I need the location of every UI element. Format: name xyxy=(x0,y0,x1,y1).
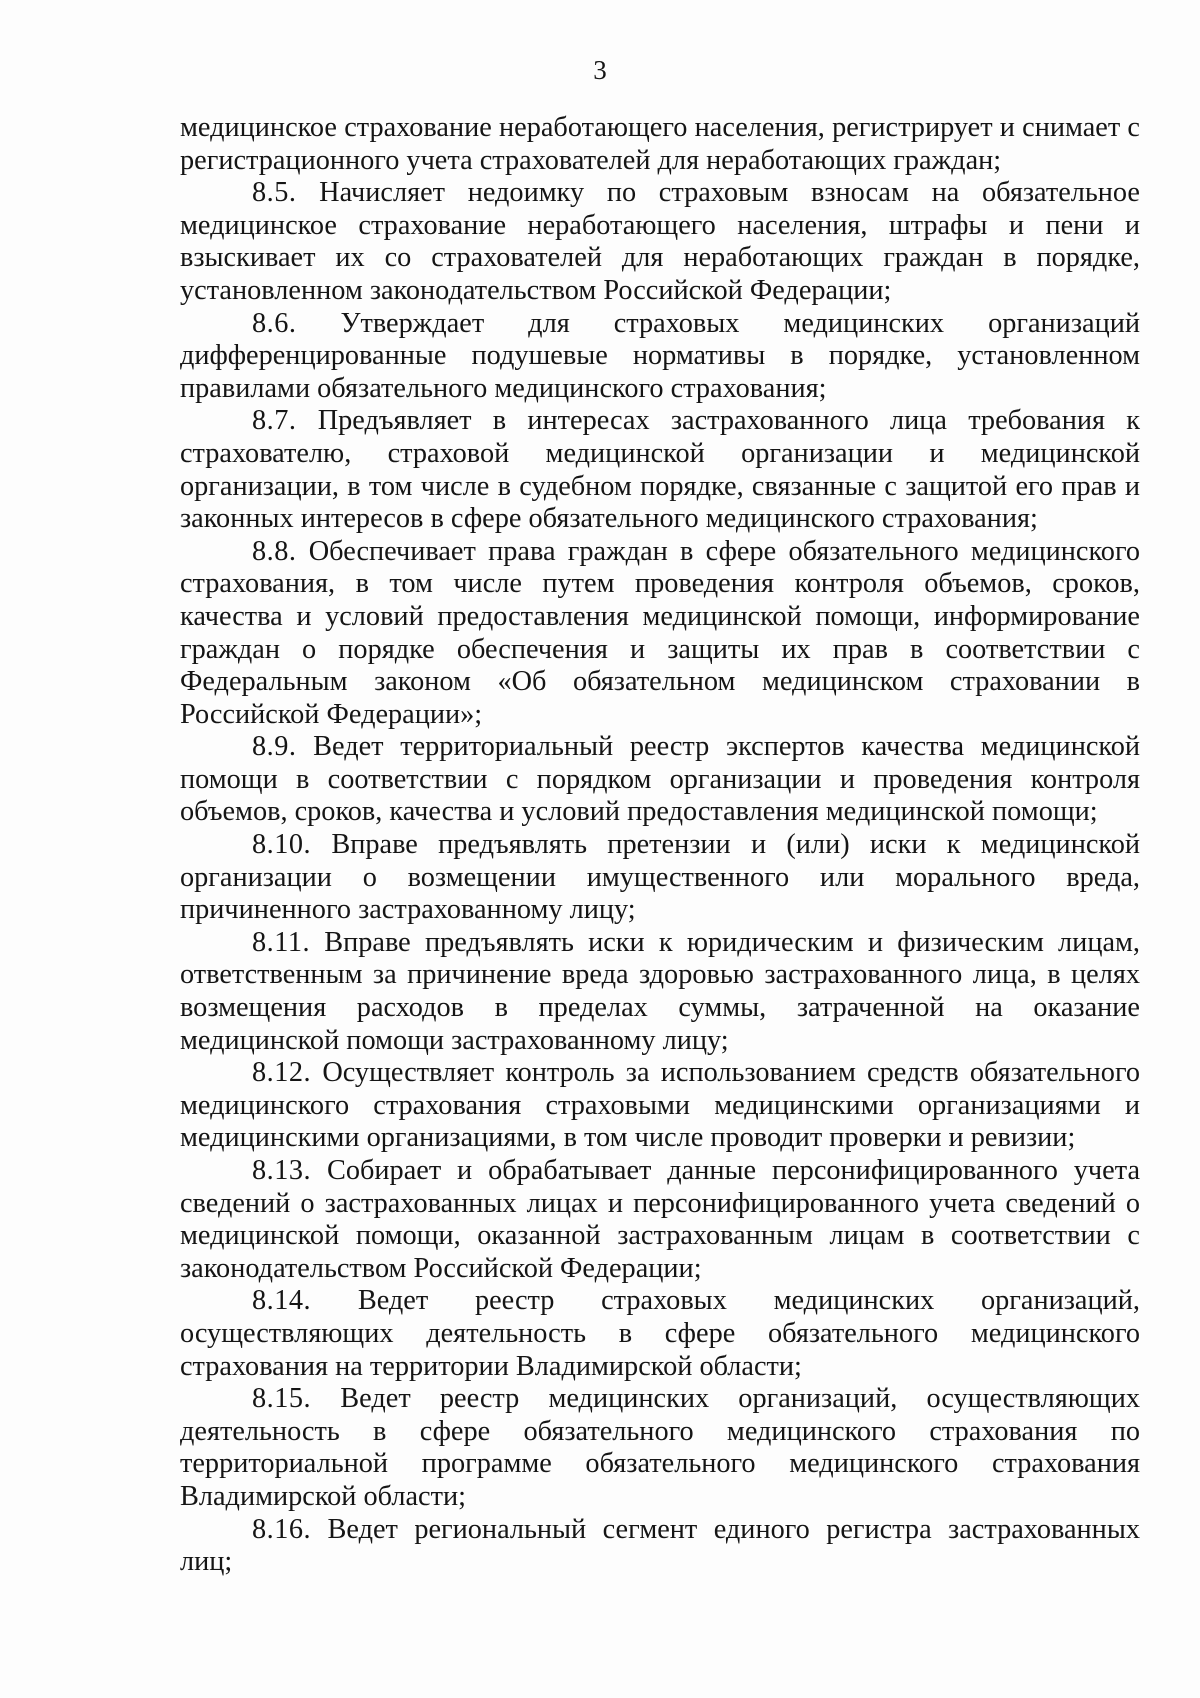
clause-8-11 xyxy=(180,927,1140,1057)
clause-8-9 xyxy=(180,731,1140,829)
clause-number: 8.8. xyxy=(252,535,297,567)
clause-text: Собирает и обрабатывает данные персонифицированного учета сведений о застрахованных лицах и персонифицированного учета сведений о медицинской помощи, оказанной застрахованным лицам в соответствии с законодательством Российской Федерации; xyxy=(180,1155,1140,1284)
clause-text: Предъявляет в интересах застрахованного лица требования к страхователю, страховой медицинской организации и медицинской организации, в том числе в судебном порядке, связанные с защитой его прав и законных интересов в сфере обязательного медицинского страхования; xyxy=(180,405,1141,535)
clause-8-8 xyxy=(180,536,1140,732)
paragraph-text: медицинское страхование неработающего населения, регистрирует и снимает с регистрационного учета страхователей для неработающих граждан; xyxy=(180,112,1140,176)
clause-8-5 xyxy=(180,177,1140,307)
clause-number: 8.6. xyxy=(252,307,297,339)
clause-number: 8.11. xyxy=(252,926,311,958)
clause-8-7 xyxy=(180,405,1140,535)
clause-8-15 xyxy=(180,1383,1140,1513)
clause-number: 8.14. xyxy=(252,1285,312,1317)
document-body xyxy=(180,112,1140,1579)
clause-number: 8.10. xyxy=(252,829,312,861)
clause-number: 8.15. xyxy=(252,1383,312,1415)
clause-8-10 xyxy=(180,829,1140,927)
clause-text: Ведет региональный сегмент единого регистра застрахованных лиц; xyxy=(180,1513,1140,1578)
page-number: 3 xyxy=(593,55,607,85)
clause-text: Начисляет недоимку по страховым взносам на обязательное медицинское страхование неработающего населения, штрафы и пени и взыскивает их со страхователей для неработающих граждан в порядке, установленном законодательством Российской Федерации; xyxy=(180,177,1140,306)
clause-8-6 xyxy=(180,308,1140,406)
clause-number: 8.9. xyxy=(252,731,297,763)
clause-text: Вправе предъявлять иски к юридическим и физическим лицам, ответственным за причинение вреда здоровью застрахованного лица, в целях возмещения расходов в пределах суммы, затраченной на оказание медицинской помощи застрахованному лицу; xyxy=(180,926,1141,1056)
clause-text: Ведет территориальный реестр экспертов качества медицинской помощи в соответствии с порядком организации и проведения контроля объемов, сроков, качества и условий предоставления медицинской помощи; xyxy=(180,731,1140,828)
clause-text: Ведет реестр страховых медицинских организаций, осуществляющих деятельность в сфере обязательного медицинского страхования на территории Владимирской области; xyxy=(180,1285,1140,1382)
clause-8-14 xyxy=(180,1285,1140,1383)
clause-text: Ведет реестр медицинских организаций, осуществляющих деятельность в сфере обязательного медицинского страхования по территориальной программе обязательного медицинского страхования Владимирской области; xyxy=(180,1383,1140,1512)
clause-text: Обеспечивает права граждан в сфере обязательного медицинского страхования, в том числе путем проведения контроля объемов, сроков, качества и условий предоставления медицинской помощи, информирование граждан о порядке обеспечения и защиты их прав в соответствии с Федеральным законом «Об обязательном медицинском страховании в Российской Федерации»; xyxy=(180,535,1141,730)
paragraph-continuation xyxy=(180,112,1140,177)
clause-8-13 xyxy=(180,1155,1140,1285)
clause-text: Осуществляет контроль за использованием средств обязательного медицинского страхования страховыми медицинскими организациями и медицинскими организациями, в том числе проводит проверки и ревизии; xyxy=(180,1057,1140,1154)
clause-number: 8.12. xyxy=(252,1057,312,1089)
clause-number: 8.5. xyxy=(252,177,297,209)
clause-number: 8.13. xyxy=(252,1155,312,1186)
clause-number: 8.7. xyxy=(252,405,297,437)
clause-8-12 xyxy=(180,1057,1140,1155)
clause-8-16 xyxy=(180,1514,1140,1579)
clause-text: Вправе предъявлять претензии и (или) иски к медицинской организации о возмещении имущественного или морального вреда, причиненного застрахованному лицу; xyxy=(180,829,1141,926)
clause-number: 8.16. xyxy=(252,1513,312,1545)
clause-text: Утверждает для страховых медицинских организаций дифференцированные подушевые нормативы в порядке, установленном правилами обязательного медицинского страхования; xyxy=(180,307,1140,404)
